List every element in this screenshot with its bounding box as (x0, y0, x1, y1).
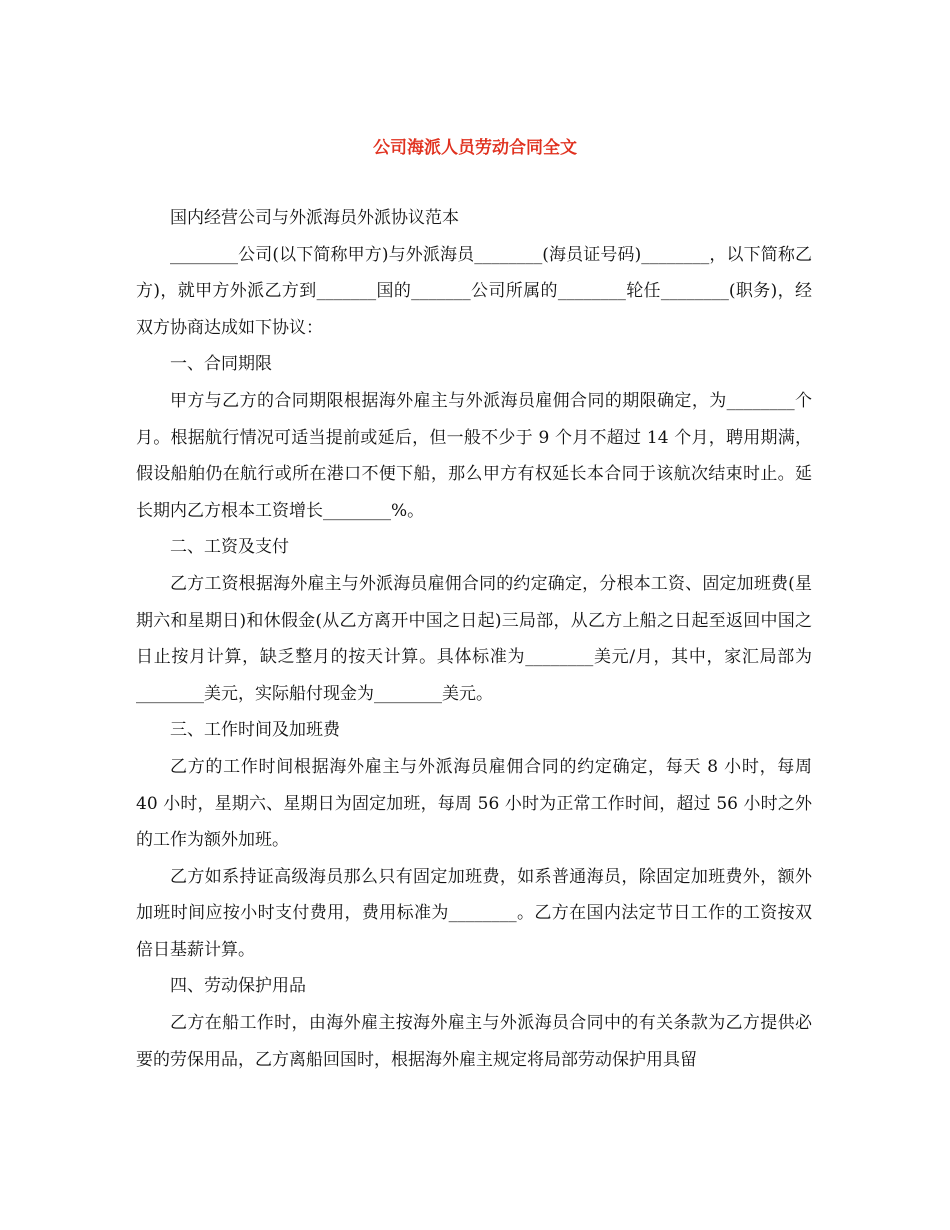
paragraph-working-hours: 乙方的工作时间根据海外雇主与外派海员雇佣合同的约定确定，每天 8 小时，每周 40 小时，星期六、星期日为固定加班，每周 56 小时为正常工作时间，超过 56 小时之外的工作为额外加班。 (136, 756, 812, 851)
paragraph-intro: ________公司(以下简称甲方)与外派海员________(海员证号码)________，以下简称乙方)，就甲方外派乙方到_______国的_______公司所属的________轮任________(职务)，经双方协商达成如下协议： (136, 244, 812, 338)
section-heading-protective-equipment: 四、劳动保护用品 (170, 976, 306, 997)
paragraph-wages: 乙方工资根据海外雇主与外派海员雇佣合同的约定确定，分根本工资、固定加班费(星期六和星期日)和休假金(从乙方离开中国之日起)三局部，从乙方上船之日起至返回中国之日止按月计算，缺乏整月的按天计算。具体标准为________美元/月，其中，家汇局部为________美元，实际船付现金为________美元。 (136, 573, 812, 704)
paragraph-contract-term: 甲方与乙方的合同期限根据海外雇主与外派海员雇佣合同的期限确定，为________个月。根据航行情况可适当提前或延后，但一般不少于 9 个月不超过 14 个月，聘用期满，假设船舶仍在航行或所在港口不便下船，那么甲方有权延长本合同于该航次结束时止。延长期内乙方根本工资增长________%。 (136, 390, 812, 521)
paragraph-protective-equipment: 乙方在船工作时，由海外雇主按海外雇主与外派海员合同中的有关条款为乙方提供必要的劳保用品，乙方离船回国时，根据海外雇主规定将局部劳动保护用具留 (136, 1013, 812, 1070)
section-heading-wages: 二、工资及支付 (170, 537, 289, 558)
section-heading-working-hours: 三、工作时间及加班费 (170, 720, 340, 741)
document-title: 公司海派人员劳动合同全文 (373, 138, 577, 158)
document-body (136, 200, 812, 1078)
paragraph-overtime: 乙方如系持证高级海员那么只有固定加班费，如系普通海员，除固定加班费外，额外加班时间应按小时支付费用，费用标准为________。乙方在国内法定节日工作的工资按双倍日基薪计算。 (136, 866, 812, 960)
paragraph-subtitle: 国内经营公司与外派海员外派协议范本 (170, 208, 459, 228)
section-heading-contract-term: 一、合同期限 (170, 354, 272, 375)
